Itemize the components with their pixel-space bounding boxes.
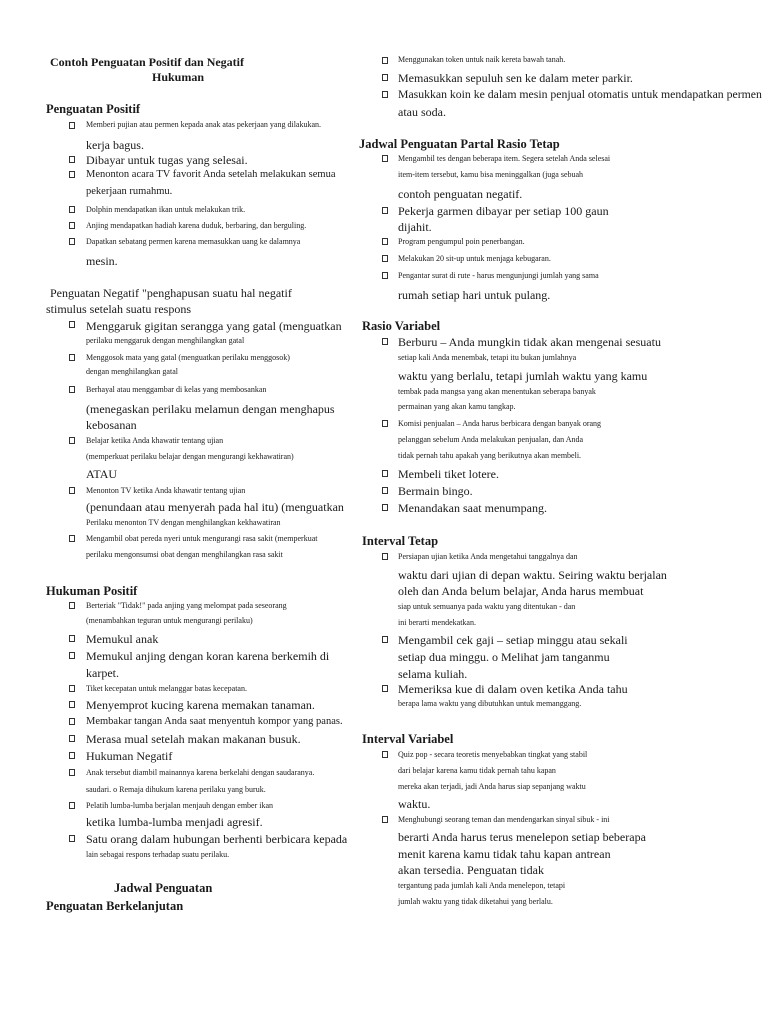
list-item: ketika lumba-lumba menjadi agresif. [86, 815, 263, 829]
list-item: Program pengumpul poin penerbangan. [398, 237, 525, 246]
list-item: Memukul anak [86, 632, 159, 646]
bullet-icon [69, 652, 75, 659]
bullet-icon [382, 636, 388, 643]
list-item: Berhayal atau menggambar di kelas yang membosankan [86, 385, 267, 394]
bullet-icon [382, 272, 388, 279]
list-item: selama kuliah. [398, 667, 468, 681]
list-item: perilaku menggaruk dengan menghilangkan gatal [86, 336, 245, 345]
section-heading-jadwal-partial: Jadwal Penguatan Partal Rasio Tetap [359, 137, 560, 151]
list-item: Mengambil tes dengan beberapa item. Segera setelah Anda selesai [398, 154, 611, 163]
bullet-icon [69, 354, 75, 361]
list-item: berapa lama waktu yang dibutuhkan untuk memanggang. [398, 699, 582, 708]
list-item: waktu yang berlalu, tetapi jumlah waktu yang kamu [398, 369, 648, 383]
list-item: Masukkan koin ke dalam mesin penjual otomatis untuk mendapatkan permen [398, 88, 762, 101]
list-item: jumlah waktu yang tidak diketahui yang berlalu. [398, 897, 553, 906]
list-item: Tiket kecepatan untuk melanggar batas kecepatan. [86, 684, 247, 693]
list-item: Memberi pujian atau permen kepada anak atas pekerjaan yang dilakukan. [86, 120, 322, 129]
bullet-icon [69, 802, 75, 809]
bullet-icon [69, 701, 75, 708]
bullet-icon [382, 816, 388, 823]
list-item: Quiz pop - secara teoretis menyebabkan tingkat yang stabil [398, 750, 588, 759]
bullet-icon [69, 386, 75, 393]
list-item: Anjing mendapatkan hadiah karena duduk, berbaring, dan berguling. [86, 221, 307, 230]
list-item: Komisi penjualan – Anda harus berbicara dengan banyak orang [398, 419, 602, 428]
bullet-icon [382, 420, 388, 427]
list-item: Dolphin mendapatkan ikan untuk melakukan trik. [86, 205, 246, 214]
bullet-icon [69, 735, 75, 742]
list-item: dengan menghilangkan gatal [86, 367, 178, 376]
list-item: Menonton acara TV favorit Anda setelah melakukan semua [86, 169, 336, 180]
list-item: Menandakan saat menumpang. [398, 501, 547, 515]
bullet-icon [69, 718, 75, 725]
list-item: Menggunakan token untuk naik kereta bawah tanah. [398, 55, 566, 64]
section-heading-rasio-variabel: Rasio Variabel [362, 319, 441, 333]
list-item: item-item tersebut, kamu bisa meninggalkan (juga sebuah [398, 170, 584, 179]
list-item: Belajar ketika Anda khawatir tentang ujian [86, 436, 224, 445]
section-heading-jadwal-penguatan: Jadwal Penguatan [114, 881, 213, 895]
bullet-icon [382, 470, 388, 477]
list-item: waktu dari ujian di depan waktu. Seiring waktu berjalan [398, 568, 667, 582]
bullet-icon [69, 635, 75, 642]
bullet-icon [382, 685, 388, 692]
list-item: (memperkuat perilaku belajar dengan mengurangi kekhawatiran) [86, 452, 294, 461]
list-item: Memeriksa kue di dalam oven ketika Anda tahu [398, 682, 628, 696]
list-item: Persiapan ujian ketika Anda mengetahui tanggalnya dan [398, 552, 578, 561]
list-item: setiap kali Anda menembak, tetapi itu bukan jumlahnya [398, 353, 577, 362]
list-item: Hukuman Negatif [86, 749, 173, 763]
list-item: Berteriak "Tidak!" pada anjing yang melompat pada seseorang [86, 601, 287, 610]
list-item: Menyemprot kucing karena memakan tanaman. [86, 698, 315, 712]
bullet-icon [382, 207, 388, 214]
bullet-icon [382, 751, 388, 758]
list-item: Pekerja garmen dibayar per setiap 100 gaun [398, 204, 609, 218]
list-item: pekerjaan rumahmu. [86, 186, 173, 197]
list-item: Melakukan 20 sit-up untuk menjaga kebugaran. [398, 254, 551, 263]
bullet-icon [382, 57, 388, 64]
section-heading-interval-variabel: Interval Variabel [362, 732, 454, 746]
section-heading-penguatan-positif: Penguatan Positif [46, 102, 141, 116]
bullet-icon [69, 752, 75, 759]
list-item: dari belajar karena kamu tidak pernah tahu kapan [398, 766, 556, 775]
bullet-icon [382, 255, 388, 262]
list-item: Memukul anjing dengan koran karena berkemih di [86, 649, 330, 663]
list-item: Satu orang dalam hubungan berhenti berbicara kepada [86, 832, 348, 846]
list-item: (menegaskan perilaku melamun dengan menghapus [86, 402, 335, 416]
list-item: lain sebagai respons terhadap suatu perilaku. [86, 850, 230, 859]
section-heading-penguatan-berkelanjutan: Penguatan Berkelanjutan [46, 899, 184, 913]
list-item: kerja bagus. [86, 138, 144, 152]
list-item: (penundaan atau menyerah pada hal itu) (menguatkan [86, 500, 344, 514]
bullet-icon [69, 602, 75, 609]
list-item: kebosanan [86, 418, 137, 432]
bullet-icon [382, 553, 388, 560]
list-item: Berburu – Anda mungkin tidak akan mengenai sesuatu [398, 335, 661, 349]
list-item: Memasukkan sepuluh sen ke dalam meter parkir. [398, 71, 633, 85]
list-item: akan tersedia. Penguatan tidak [398, 863, 544, 877]
list-item: ini berarti mendekatkan. [398, 618, 476, 627]
section-heading-interval-tetap: Interval Tetap [362, 534, 439, 548]
bullet-icon [382, 487, 388, 494]
list-item: tergantung pada jumlah kali Anda menelepon, tetapi [398, 881, 566, 890]
section-heading-hukuman-positif: Hukuman Positif [46, 584, 138, 598]
list-item: ATAU [86, 467, 118, 481]
bullet-icon [382, 338, 388, 345]
list-item: Mengambil cek gaji – setiap minggu atau sekali [398, 633, 628, 647]
bullet-icon [69, 171, 75, 178]
bullet-icon [382, 74, 388, 81]
list-item: tembak pada mangsa yang akan menentukan seberapa banyak [398, 387, 596, 396]
list-item: berarti Anda harus terus menelepon setiap beberapa [398, 830, 646, 844]
list-item: Pengantar surat di rute - harus mengunjungi jumlah yang sama [398, 271, 599, 280]
list-item: Menonton TV ketika Anda khawatir tentang ujian [86, 486, 246, 495]
list-item: Bermain bingo. [398, 484, 473, 498]
bullet-icon [69, 487, 75, 494]
list-item: Merasa mual setelah makan makanan busuk. [86, 732, 301, 746]
bullet-icon [69, 156, 75, 163]
document-title: Contoh Penguatan Positif dan Negatif [50, 55, 245, 69]
list-item: rumah setiap hari untuk pulang. [398, 288, 551, 302]
list-item: perilaku mengonsumsi obat dengan menghilangkan rasa sakit [86, 550, 283, 559]
list-item: Pelatih lumba-lumba berjalan menjauh dengan ember ikan [86, 801, 274, 810]
list-item: dijahit. [398, 220, 432, 234]
bullet-icon [69, 238, 75, 245]
list-item: contoh penguatan negatif. [398, 187, 523, 201]
list-item: menit karena kamu tidak tahu kapan antrean [398, 847, 611, 861]
bullet-icon [69, 835, 75, 842]
list-item: Menggaruk gigitan serangga yang gatal (menguatkan [86, 319, 342, 333]
bullet-icon [69, 122, 75, 129]
list-item: saudari. o Remaja dihukum karena perilaku yang buruk. [86, 785, 266, 794]
document-title-line2: Hukuman [152, 70, 205, 84]
list-item: siap untuk semuanya pada waktu yang ditentukan - dan [398, 602, 576, 611]
bullet-icon [69, 535, 75, 542]
list-item: Anak tersebut diambil mainannya karena berkelahi dengan saudaranya. [86, 768, 315, 777]
list-item: mereka akan terjadi, jadi Anda harus siap sepanjang waktu [398, 782, 586, 791]
list-item: mesin. [86, 254, 118, 268]
list-item: Perilaku menonton TV dengan menghilangkan kekhawatiran [86, 518, 281, 527]
list-item: Dibayar untuk tugas yang selesai. [86, 153, 248, 167]
bullet-icon [69, 206, 75, 213]
bullet-icon [69, 321, 75, 328]
section-heading-penguatan-negatif: Penguatan Negatif "penghapusan suatu hal negatif [50, 286, 292, 300]
list-item: setiap dua minggu. o Melihat jam tanganmu [398, 650, 610, 664]
bullet-icon [382, 504, 388, 511]
list-item: waktu. [398, 797, 431, 811]
section-heading-penguatan-negatif-line2: stimulus setelah suatu respons [46, 302, 191, 316]
list-item: (menambahkan teguran untuk mengurangi perilaku) [86, 616, 253, 625]
list-item: Menggosok mata yang gatal (menguatkan perilaku menggosok) [86, 353, 290, 362]
list-item: oleh dan Anda belum belajar, Anda harus membuat [398, 584, 644, 598]
list-item: Mengambil obat pereda nyeri untuk mengurangi rasa sakit (memperkuat [86, 534, 318, 543]
bullet-icon [69, 437, 75, 444]
bullet-icon [69, 769, 75, 776]
list-item: Menghubungi seorang teman dan mendengarkan sinyal sibuk - ini [398, 815, 610, 824]
list-item: atau soda. [398, 105, 446, 119]
bullet-icon [69, 685, 75, 692]
list-item: Membakar tangan Anda saat menyentuh kompor yang panas. [86, 716, 343, 727]
bullet-icon [382, 238, 388, 245]
list-item: Dapatkan sebatang permen karena memasukkan uang ke dalamnya [86, 237, 301, 246]
bullet-icon [382, 155, 388, 162]
list-item: permainan yang akan kamu tangkap. [398, 402, 516, 411]
list-item: Membeli tiket lotere. [398, 467, 499, 481]
list-item: tidak pernah tahu apakah yang berikutnya akan membeli. [398, 451, 582, 460]
list-item: pelanggan sebelum Anda melakukan penjualan, dan Anda [398, 435, 584, 444]
list-item: karpet. [86, 666, 119, 680]
bullet-icon [382, 91, 388, 98]
bullet-icon [69, 222, 75, 229]
